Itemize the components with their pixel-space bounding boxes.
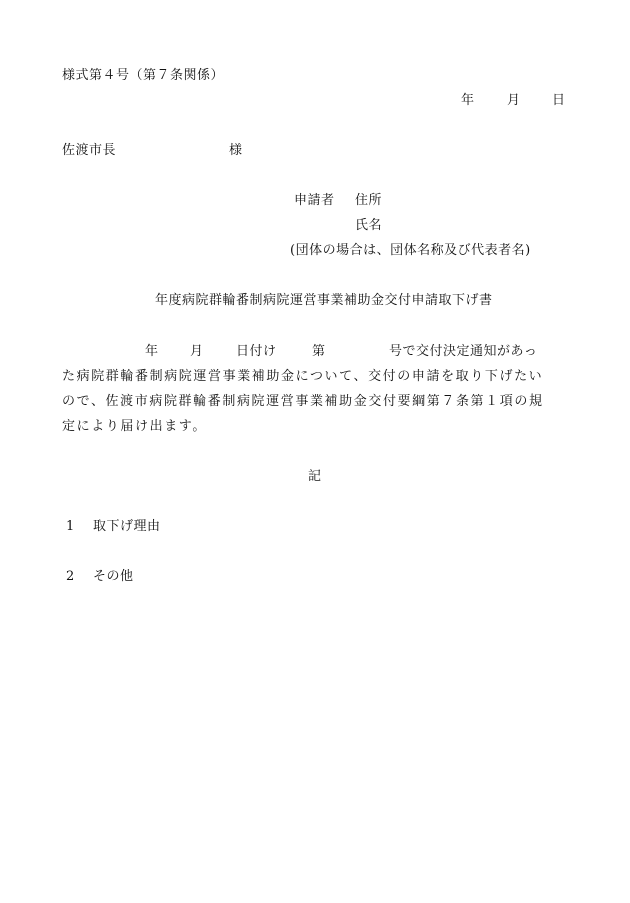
ref-dated-label: 日付け <box>236 344 277 359</box>
item-2-number: 2 <box>66 569 75 584</box>
ref-number-label: 第 <box>312 344 326 359</box>
ref-year-label: 年 <box>145 344 159 359</box>
applicant-note: (団体の場合は、団体名称及び代表者名) <box>290 243 531 258</box>
body-line-3: ので、佐渡市病院群輪番制病院運営事業補助金交付要綱第７条第１項の規 <box>62 394 544 409</box>
body-line-4: 定により届け出ます。 <box>62 419 207 434</box>
ref-month-label: 月 <box>190 344 204 359</box>
date-month-label: 月 <box>507 93 521 108</box>
applicant-address-label: 住所 <box>355 193 383 208</box>
date-day-label: 日 <box>552 93 566 108</box>
date-year-label: 年 <box>461 93 475 108</box>
form-number: 様式第４号（第７条関係） <box>62 68 225 83</box>
ref-notice-text: 号で交付決定通知があっ <box>389 344 538 359</box>
addressee-honorific: 様 <box>229 143 243 158</box>
item-1-label: 取下げ理由 <box>93 519 161 534</box>
ki-heading: 記 <box>308 469 322 484</box>
applicant-name-label: 氏名 <box>355 218 383 233</box>
applicant-role-label: 申請者 <box>294 193 335 208</box>
item-1-number: 1 <box>66 519 75 534</box>
document-title: 年度病院群輪番制病院運営事業補助金交付申請取下げ書 <box>155 293 493 308</box>
addressee-name: 佐渡市長 <box>62 143 117 158</box>
body-line-2: た病院群輪番制病院運営事業補助金について、交付の申請を取り下げたい <box>62 369 544 384</box>
item-2-label: その他 <box>93 569 134 584</box>
